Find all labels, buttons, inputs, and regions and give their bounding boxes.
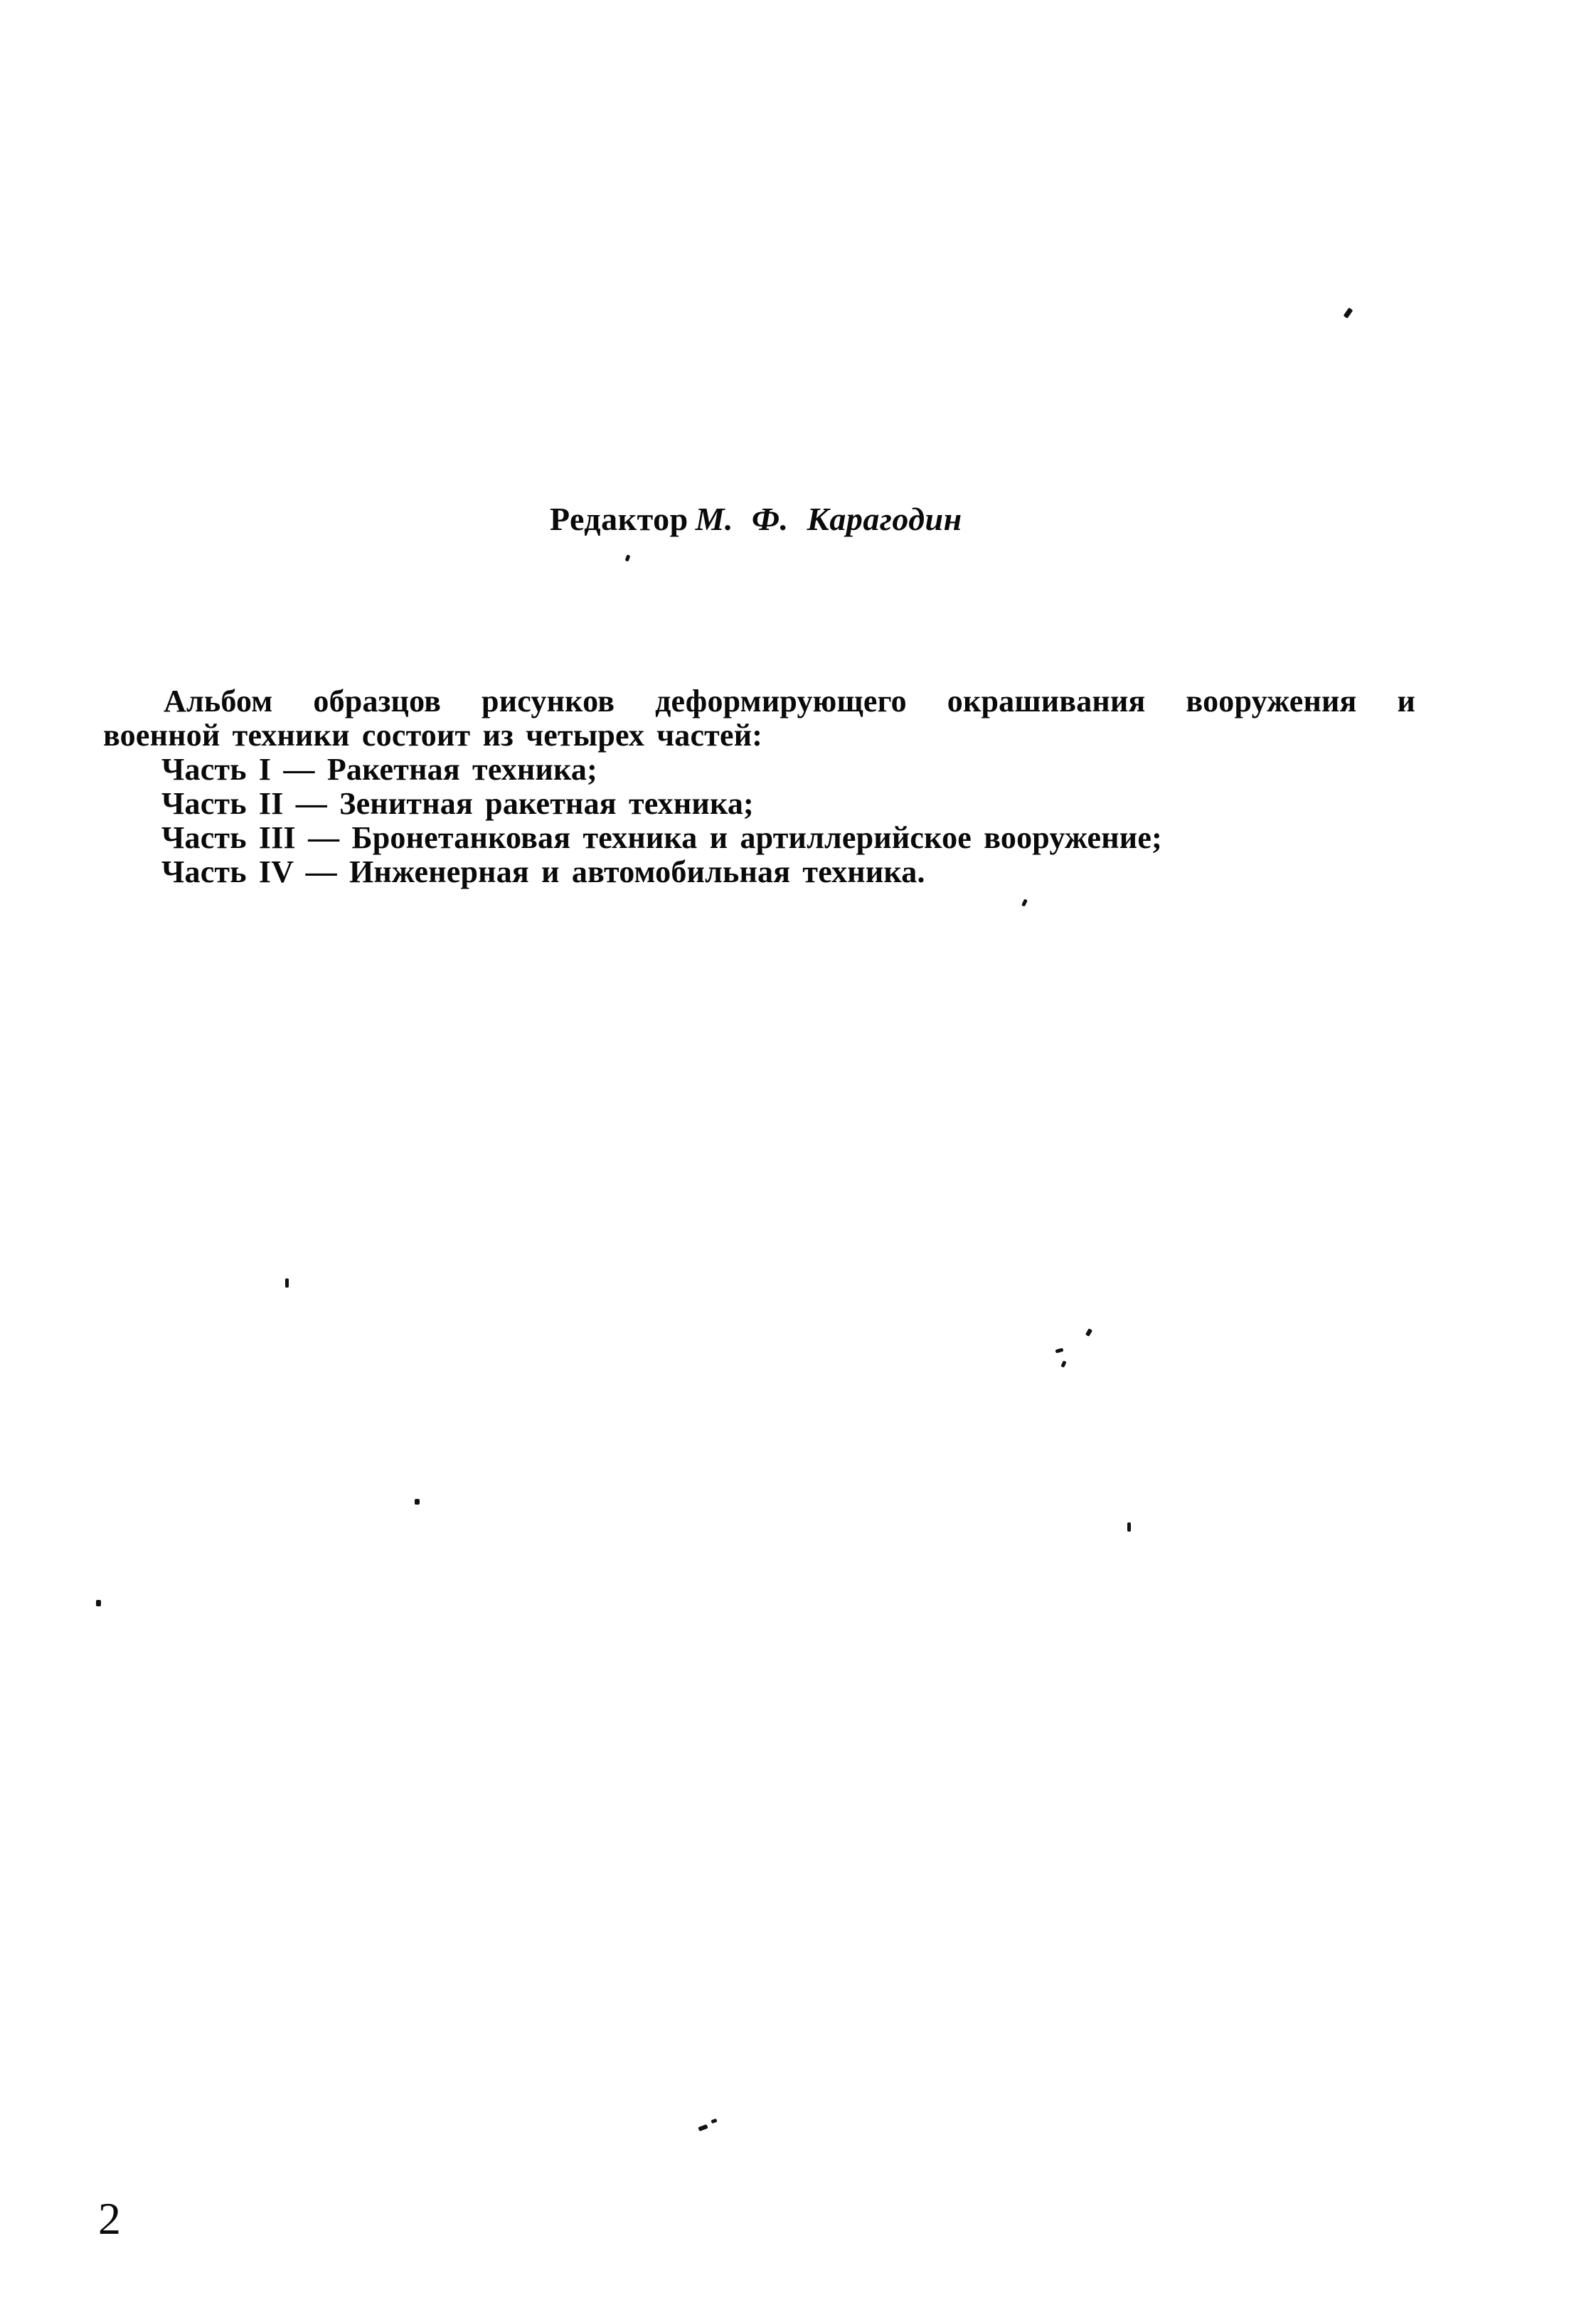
scan-speckle	[1055, 1348, 1064, 1354]
list-item-part-3: Часть III — Бронетанковая техника и артиллерийское вооружение;	[161, 820, 1162, 855]
list-item-part-4: Часть IV — Инженерная и автомобильная техника.	[161, 854, 925, 889]
editor-name: М. Ф. Карагодин	[695, 501, 962, 537]
body-text-block	[103, 684, 1415, 889]
scan-speckle	[698, 2124, 708, 2131]
scan-speckle	[1344, 307, 1353, 318]
scan-speckle	[1060, 1360, 1066, 1367]
scan-speckle	[1021, 898, 1028, 906]
scan-speckle	[285, 1278, 289, 1288]
scan-speckle	[625, 554, 631, 561]
editor-label: Редактор	[550, 501, 688, 537]
list-item-part-1: Часть I — Ракетная техника;	[161, 752, 597, 787]
editor-credit-line	[550, 500, 962, 538]
page-number: 2	[98, 2193, 121, 2244]
scan-speckle	[96, 1600, 101, 1606]
scan-speckle	[1085, 1328, 1092, 1337]
scan-speckle	[711, 2119, 717, 2124]
list-item-part-2: Часть II — Зенитная ракетная техника;	[161, 786, 754, 821]
scan-speckle	[415, 1499, 420, 1505]
intro-paragraph-line-1: Альбом образцов рисунков деформирующего окрашивания вооружения и	[164, 684, 1415, 719]
parts-list	[103, 753, 1415, 889]
intro-paragraph-line-2: военной техники состоит из четырех частей:	[103, 718, 763, 753]
scan-speckle	[1127, 1522, 1131, 1532]
